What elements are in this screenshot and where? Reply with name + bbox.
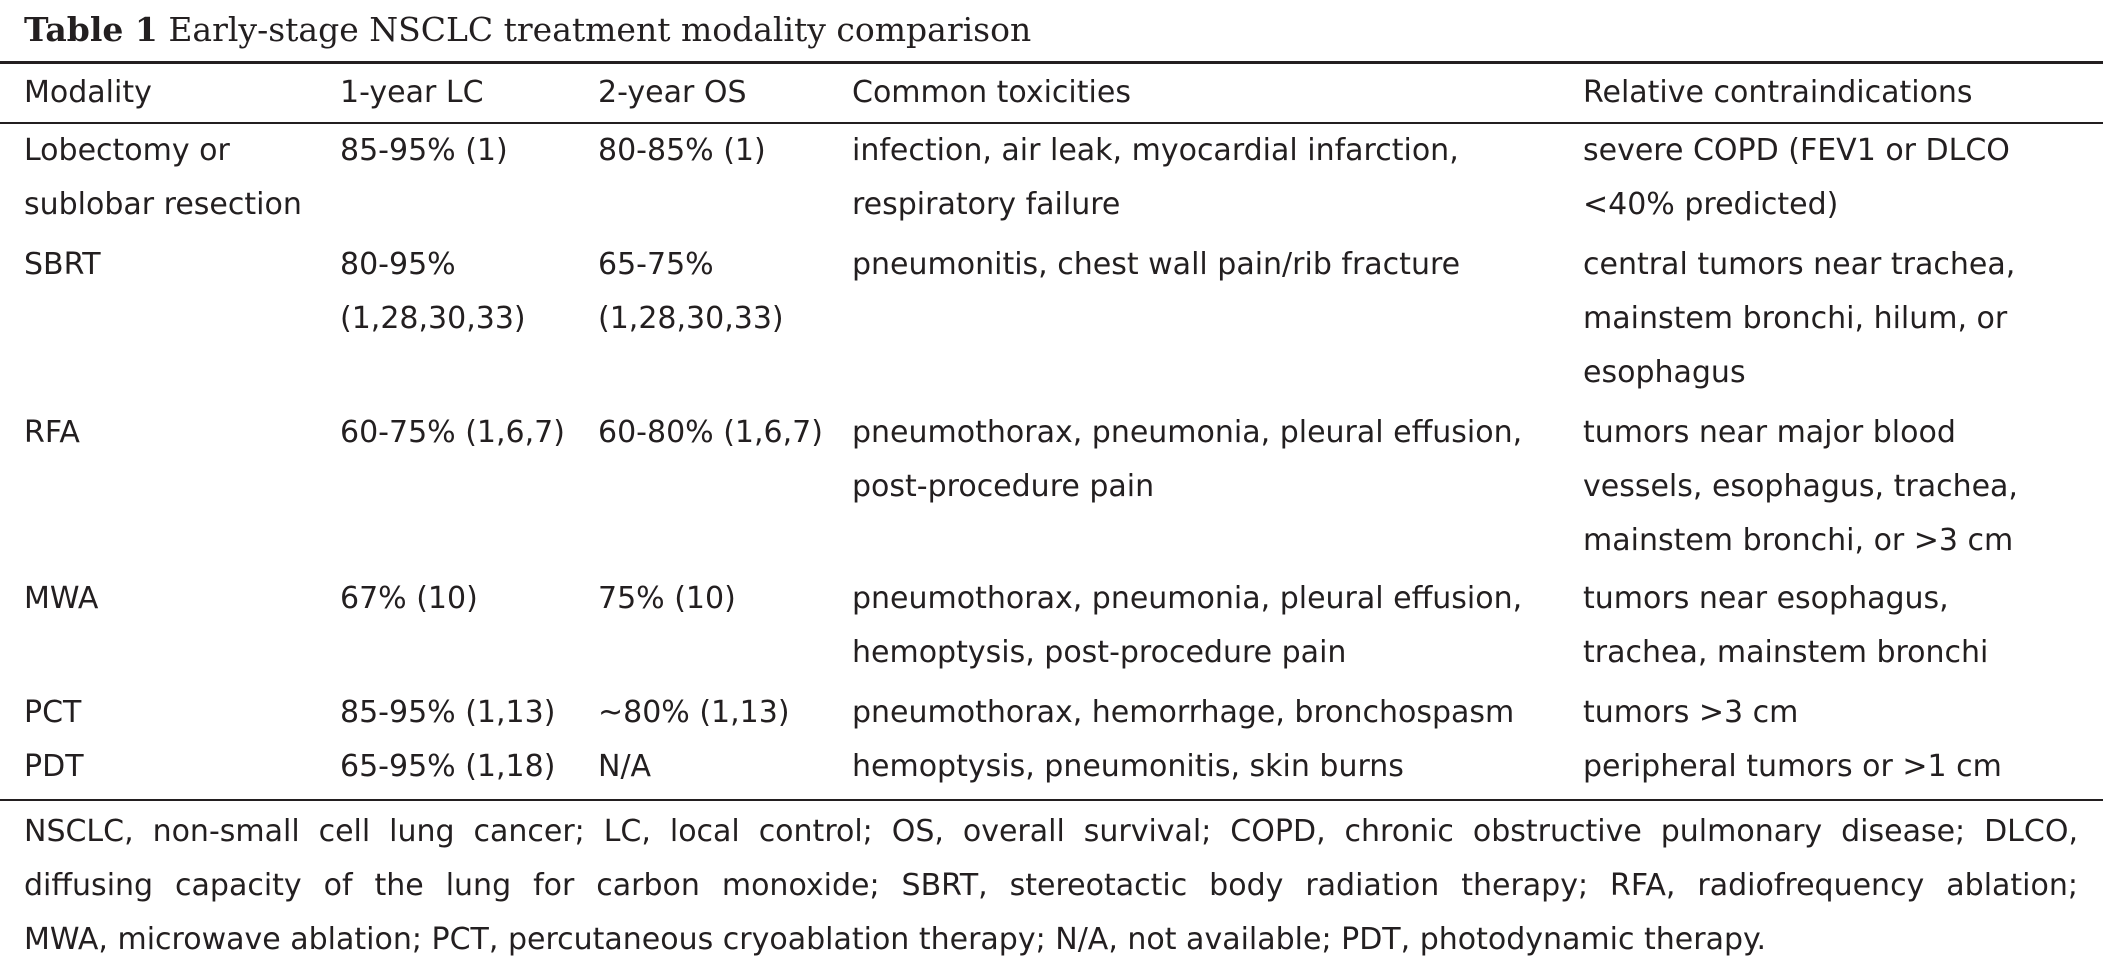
- cell-modality: [24, 572, 98, 626]
- cell-line: 60-75% (1,6,7): [340, 415, 565, 450]
- cell-line: Lobectomy or: [24, 133, 230, 168]
- cell-2-year-os: [598, 124, 766, 178]
- cell-1-year-lc: [340, 740, 555, 794]
- cell-2-year-os: [598, 686, 790, 740]
- cell-contraindications: [1583, 740, 2002, 794]
- cell-line: central tumors near trachea,: [1583, 247, 2016, 282]
- cell-line: SBRT: [24, 247, 101, 282]
- cell-line: hemoptysis, pneumonitis, skin burns: [852, 749, 1404, 784]
- cell-line: respiratory failure: [852, 187, 1121, 222]
- cell-contraindications: [1583, 406, 2018, 568]
- cell-line: PCT: [24, 695, 82, 730]
- cell-contraindications: [1583, 238, 2015, 400]
- cell-line: pneumothorax, pneumonia, pleural effusion,: [852, 415, 1523, 450]
- header-relative-contraindications: Relative contraindications: [1583, 75, 1973, 110]
- footnote-line: MWA, microwave ablation; PCT, percutaneous cryoablation therapy; N/A, not available; PDT, photodynamic therapy.: [24, 922, 1767, 957]
- cell-1-year-lc: [340, 572, 478, 626]
- cell-line: ~80% (1,13): [598, 695, 790, 730]
- header-modality: Modality: [24, 75, 152, 110]
- cell-2-year-os: [598, 238, 784, 346]
- cell-1-year-lc: [340, 406, 565, 460]
- cell-contraindications: [1583, 686, 1798, 740]
- cell-line: 85-95% (1,13): [340, 695, 556, 730]
- caption-label: Table 1: [24, 10, 158, 49]
- footnote-line: NSCLC, non-small cell lung cancer; LC, local control; OS, overall survival; COPD, chronic obstructive pulmonary disease; DLCO,: [24, 814, 2078, 849]
- top-rule: [0, 61, 2103, 64]
- footnote-line: diffusing capacity of the lung for carbon monoxide; SBRT, stereotactic body radiation therapy; RFA, radiofrequency ablation;: [24, 868, 2078, 903]
- table-footnote: [24, 805, 2078, 967]
- cell-2-year-os: [598, 572, 736, 626]
- cell-contraindications: [1583, 124, 2010, 232]
- cell-line: severe COPD (FEV1 or DLCO: [1583, 133, 2010, 168]
- cell-line: infection, air leak, myocardial infarction,: [852, 133, 1459, 168]
- cell-line: 65-75%: [598, 247, 714, 282]
- cell-line: N/A: [598, 749, 652, 784]
- cell-line: 85-95% (1): [340, 133, 508, 168]
- cell-modality: [24, 686, 81, 740]
- cell-line: mainstem bronchi, hilum, or: [1583, 301, 2008, 336]
- cell-line: trachea, mainstem bronchi: [1583, 635, 1989, 670]
- cell-2-year-os: [598, 740, 651, 794]
- cell-line: tumors >3 cm: [1583, 695, 1799, 730]
- cell-toxicities: [852, 406, 1522, 514]
- cell-modality: [24, 238, 101, 292]
- cell-contraindications: [1583, 572, 1988, 680]
- cell-line: hemoptysis, post-procedure pain: [852, 635, 1347, 670]
- cell-toxicities: [852, 572, 1522, 680]
- cell-modality: [24, 406, 80, 460]
- cell-2-year-os: [598, 406, 823, 460]
- table-caption: [24, 10, 1031, 49]
- header-common-toxicities: Common toxicities: [852, 75, 1131, 110]
- cell-line: 80-95%: [340, 247, 456, 282]
- cell-line: MWA: [24, 581, 99, 616]
- header-1-year-lc: 1-year LC: [340, 75, 484, 110]
- cell-line: (1,28,30,33): [598, 301, 784, 336]
- caption-text: Early-stage NSCLC treatment modality comparison: [168, 10, 1032, 49]
- cell-line: RFA: [24, 415, 80, 450]
- bottom-rule: [0, 799, 2103, 801]
- cell-toxicities: [852, 238, 1460, 292]
- cell-line: 80-85% (1): [598, 133, 766, 168]
- cell-modality: [24, 740, 84, 794]
- cell-line: pneumonitis, chest wall pain/rib fracture: [852, 247, 1461, 282]
- cell-line: (1,28,30,33): [340, 301, 526, 336]
- cell-line: <40% predicted): [1583, 187, 1839, 222]
- cell-line: peripheral tumors or >1 cm: [1583, 749, 2002, 784]
- cell-line: pneumothorax, hemorrhage, bronchospasm: [852, 695, 1515, 730]
- cell-line: PDT: [24, 749, 84, 784]
- cell-toxicities: [852, 740, 1404, 794]
- cell-1-year-lc: [340, 686, 555, 740]
- cell-line: mainstem bronchi, or >3 cm: [1583, 523, 2014, 558]
- cell-line: 67% (10): [340, 581, 478, 616]
- cell-line: 60-80% (1,6,7): [598, 415, 823, 450]
- cell-line: pneumothorax, pneumonia, pleural effusion,: [852, 581, 1523, 616]
- cell-line: esophagus: [1583, 355, 1746, 390]
- cell-line: 65-95% (1,18): [340, 749, 556, 784]
- cell-line: post-procedure pain: [852, 469, 1155, 504]
- cell-modality: [24, 124, 302, 232]
- header-2-year-os: 2-year OS: [598, 75, 747, 110]
- cell-toxicities: [852, 124, 1459, 232]
- cell-line: tumors near esophagus,: [1583, 581, 1949, 616]
- cell-1-year-lc: [340, 124, 508, 178]
- cell-1-year-lc: [340, 238, 526, 346]
- cell-line: sublobar resection: [24, 187, 302, 222]
- cell-line: vessels, esophagus, trachea,: [1583, 469, 2018, 504]
- cell-toxicities: [852, 686, 1514, 740]
- cell-line: 75% (10): [598, 581, 736, 616]
- cell-line: tumors near major blood: [1583, 415, 1956, 450]
